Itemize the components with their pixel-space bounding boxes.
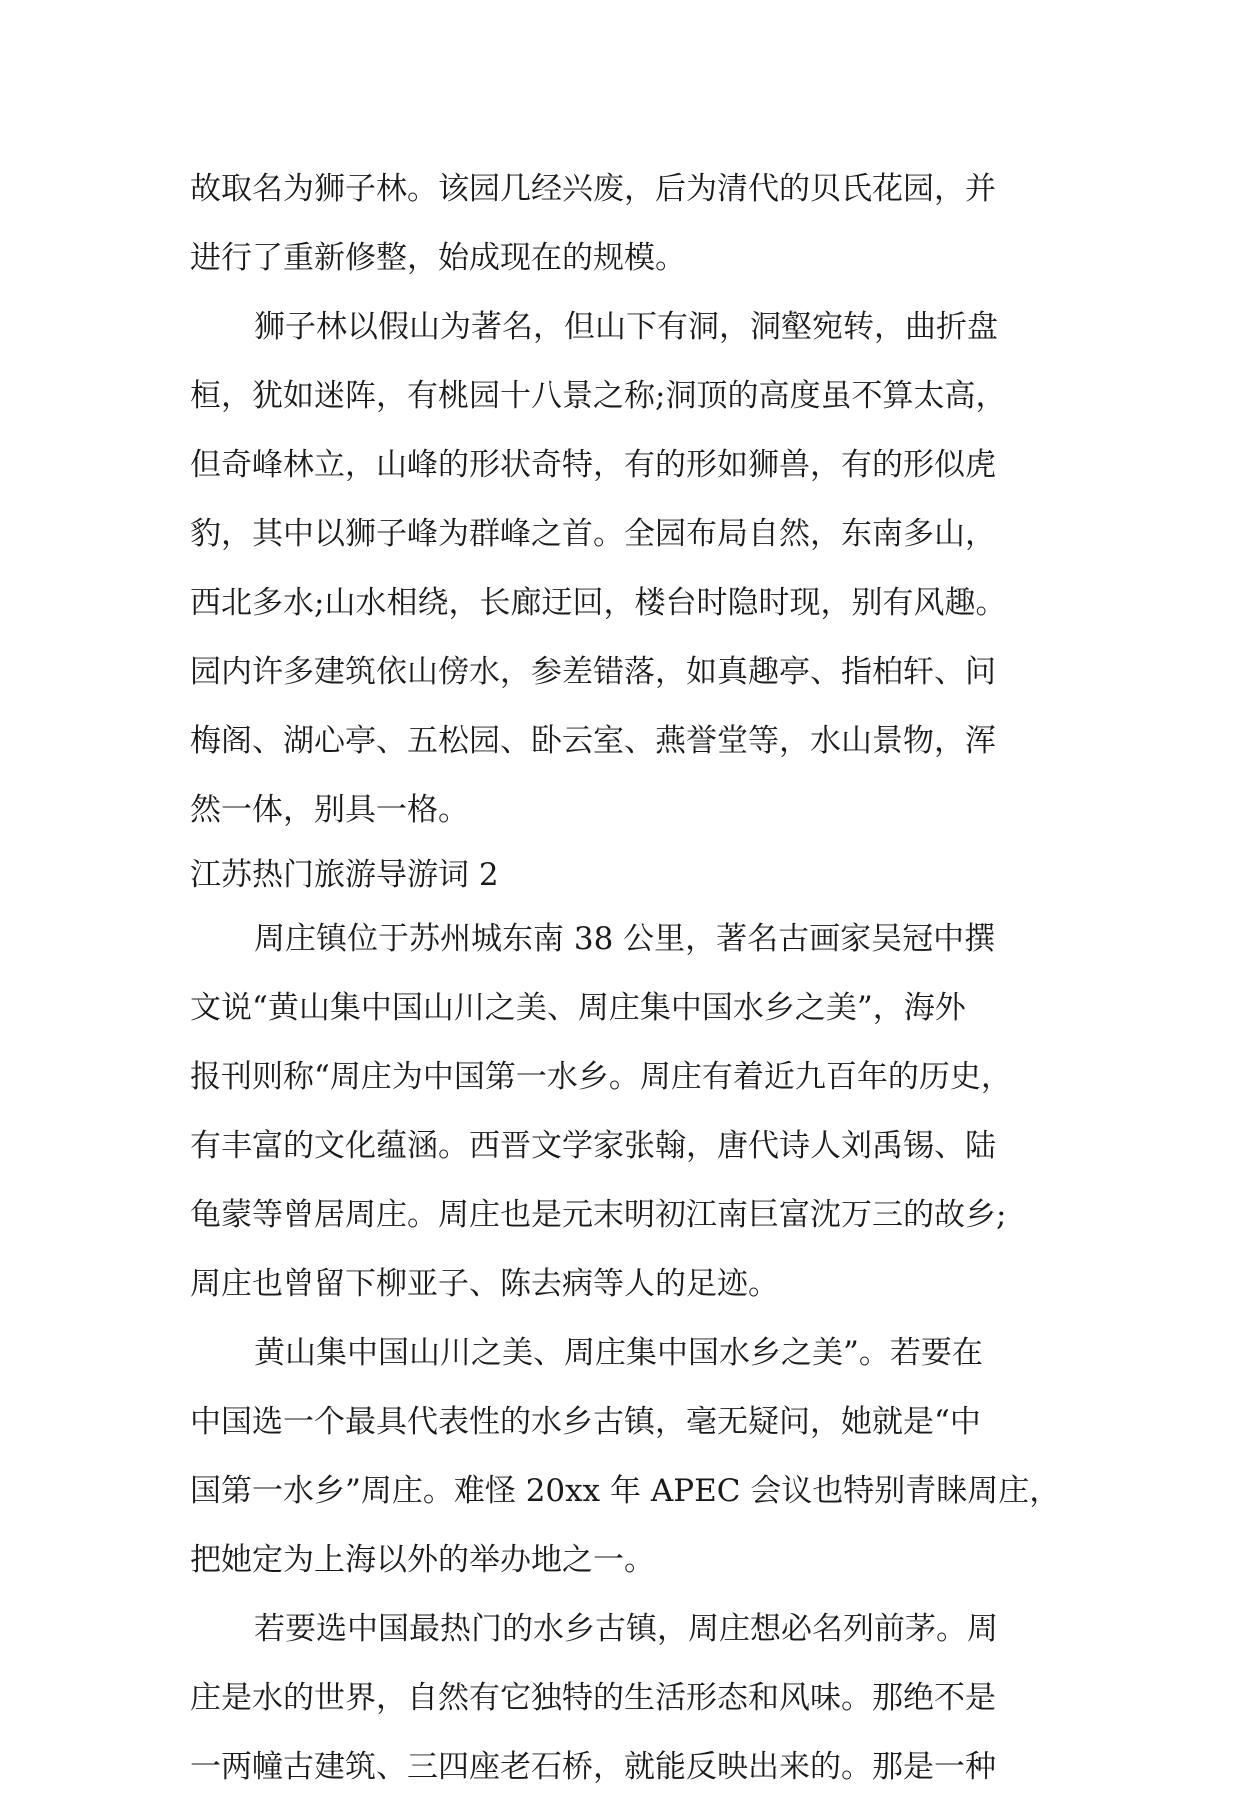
text-line: 有丰富的文化蕴涵。西晋文学家张翰，唐代诗人刘禹锡、陆 bbox=[190, 1128, 996, 1164]
section-heading: 江苏热门旅游导游词 2 bbox=[190, 857, 499, 893]
text-line: 故取名为狮子林。该园几经兴废，后为清代的贝氏花园，并 bbox=[190, 171, 996, 207]
text-line: 周庄镇位于苏州城东南 38 公里，著名古画家吴冠中撰 bbox=[254, 921, 996, 957]
text-line: 文说“黄山集中国山川之美、周庄集中国水乡之美”，海外 bbox=[190, 990, 966, 1026]
paragraph bbox=[190, 1595, 1056, 1802]
paragraph bbox=[190, 905, 1056, 1319]
paragraph bbox=[190, 1319, 1061, 1595]
text-line: 狮子林以假山为著名，但山下有洞，洞壑宛转，曲折盘 bbox=[254, 309, 998, 345]
text-line: 黄山集中国山川之美、周庄集中国水乡之美”。若要在 bbox=[254, 1335, 983, 1371]
text-line: 一两幢古建筑、三四座老石桥，就能反映出来的。那是一种 bbox=[190, 1749, 996, 1785]
text-line: 西北多水;山水相绕，长廊迂回，楼台时隐时现，别有风趣。 bbox=[190, 585, 1007, 621]
text-line: 豹，其中以狮子峰为群峰之首。全园布局自然，东南多山， bbox=[190, 516, 996, 552]
text-line: 报刊则称“周庄为中国第一水乡。周庄有着近九百年的历史， bbox=[190, 1059, 1012, 1095]
paragraph bbox=[190, 155, 1056, 293]
text-line: 周庄也曾留下柳亚子、陈去病等人的足迹。 bbox=[190, 1266, 779, 1302]
text-line: 中国选一个最具代表性的水乡古镇，毫无疑问，她就是“中 bbox=[190, 1404, 981, 1440]
text-line: 然一体，别具一格。 bbox=[190, 792, 469, 828]
text-line: 进行了重新修整，始成现在的规模。 bbox=[190, 240, 686, 276]
document-page bbox=[190, 155, 1061, 1802]
text-line: 园内许多建筑依山傍水，参差错落，如真趣亭、指柏轩、问 bbox=[190, 654, 996, 690]
text-line: 把她定为上海以外的举办地之一。 bbox=[190, 1542, 655, 1578]
text-line: 梅阁、湖心亭、五松园、卧云室、燕誉堂等，水山景物，浑 bbox=[190, 723, 996, 759]
text-line: 国第一水乡”周庄。难怪 20xx 年 APEC 会议也特别青睐周庄， bbox=[190, 1473, 1061, 1509]
text-line: 桓，犹如迷阵，有桃园十八景之称;洞顶的高度虽不算太高， bbox=[190, 378, 1007, 414]
text-line: 但奇峰林立，山峰的形状奇特，有的形如狮兽，有的形似虎 bbox=[190, 447, 996, 483]
text-line: 庄是水的世界，自然有它独特的生活形态和风味。那绝不是 bbox=[190, 1680, 996, 1716]
text-line: 龟蒙等曾居周庄。周庄也是元末明初江南巨富沈万三的故乡; bbox=[190, 1197, 1007, 1233]
paragraph bbox=[190, 293, 1056, 845]
text-line: 若要选中国最热门的水乡古镇，周庄想必名列前茅。周 bbox=[254, 1611, 998, 1647]
